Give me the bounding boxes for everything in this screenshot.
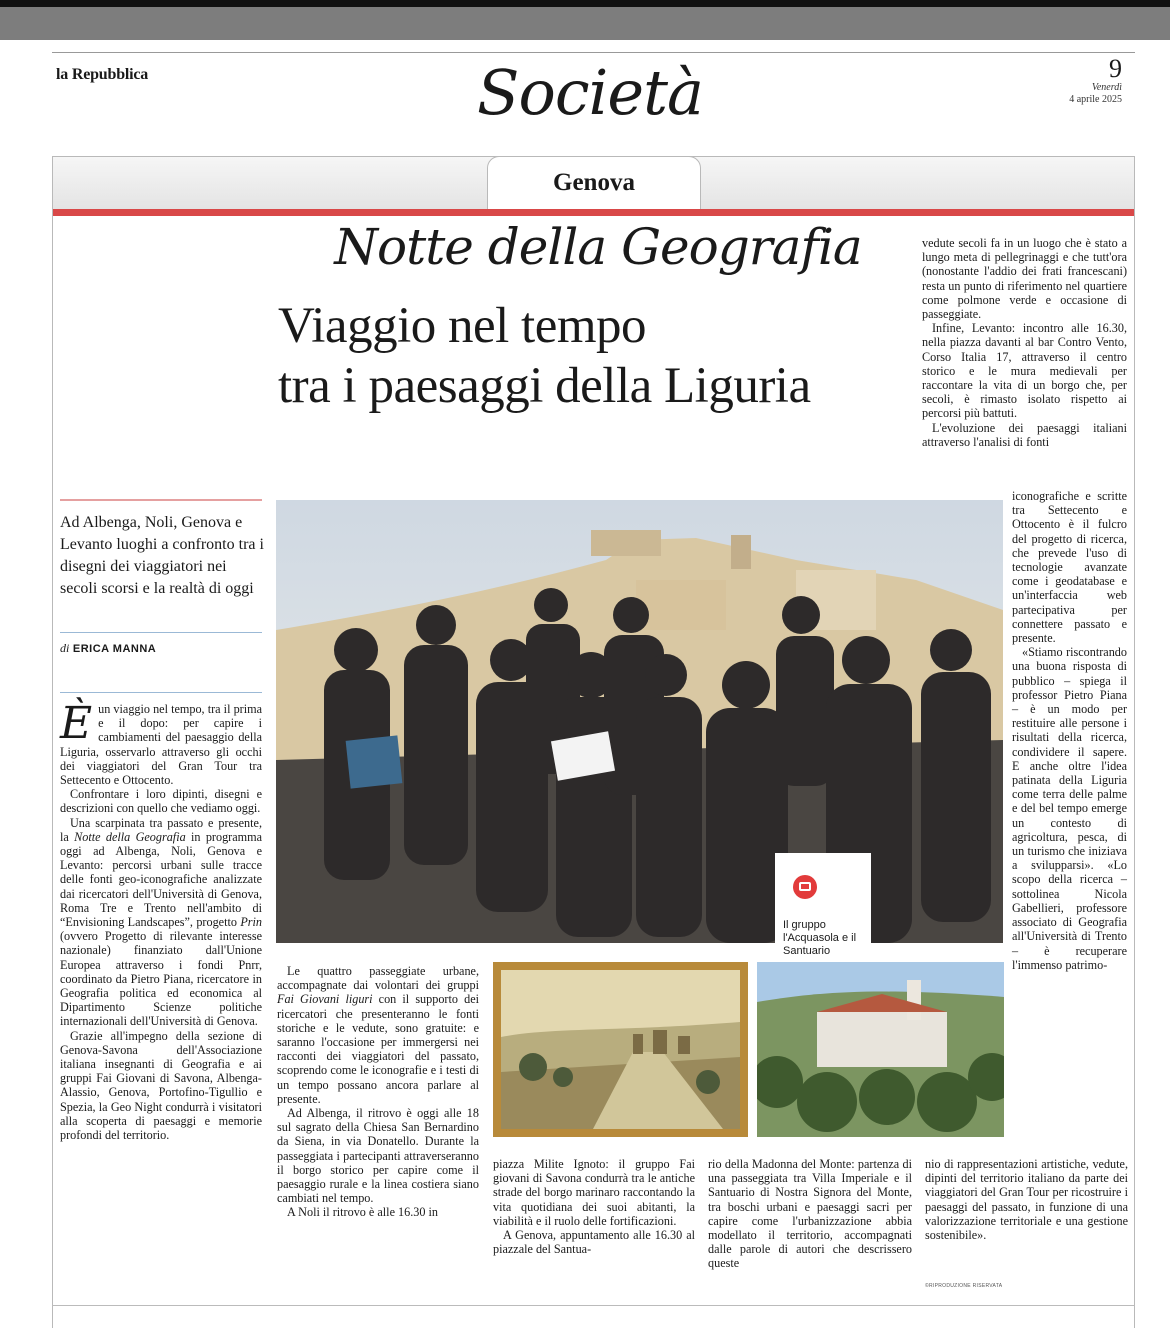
column-right-narrow: iconografiche e scritte tra Settecento e Ottocento è il fulcro del progetto di ricerca, che prevede l'uso di tecnologie avanzate come i geodatabase e un'interfaccia web partecipativa per connettere passato e presente. «Stiamo riscontrando una buona risposta di pubblico – spiega il professor Pietro Piana – è un modo per restituire alle persone i risultati della ricerca, condividere il sapere. E anche oltre l'idea patinata della Liguria come terra delle palme e del bel tempo emerge un contesto di agricoltura, pesca, di un turismo che iniziava a svilupparsi». «Lo scopo della ricerca – sottolinea Nicola Gabellieri, professore associato di Geografia all'Università di Trento – è recuperare l'immenso patrimo-	[1012, 489, 1127, 972]
photo-caption: Il gruppo l'Acquasola e il Santuario	[783, 919, 857, 957]
column-1: Èun viaggio nel tempo, tra il prima e il dopo: per capire i cambiamenti del paesaggio della Liguria, osservarlo attraverso gli occhi dei viaggiatori del Gran Tour tra Settecento e Ottocento. Confrontare i loro dipinti, disegni e descrizioni con quello che vediamo oggi. Una scarpinata tra passato e presente, la Notte della Geografia in programma oggi ad Albenga, Noli, Genova e Levanto: percorsi urbani sulle tracce delle fonti geo-iconografiche analizzate dai ricercatori dell'Università di Genova, Roma Tre e Trento nell'ambito di “Envisioning Landscapes”, progetto Prin (ovvero Progetto di rilevante interesse nazionale) finanziato dall'Unione Europea attraverso i fondi Pnrr, coordinato da Pietro Piana, ricercatore in Geografia politica ed economica al Dipartimento Scienze politiche internazionali dell'Università di Genova. Grazie all'impegno della sezione di Genova-Savona dell'Associazione italiana insegnanti di Geografia e ai gruppi Fai Giovani di Savona, Albenga-Alassio, Genova, Portofino-Tigullio e Spezia, la Geo Night condurrà i visitatori alla scoperta di paesaggi e memorie profondi del territorio.	[60, 698, 263, 1143]
footer-rule	[52, 1305, 1135, 1306]
summary-bottom-rule	[60, 632, 262, 633]
column-5: nio di rappresentazioni artistiche, vedute, dipinti del territorio italiano da parte dei viaggiatori del Gran Tour per ricostruire i paesaggi del passato, in funzione di una valorizzazione territoriale e una gestione sostenibile».	[925, 1157, 1128, 1243]
page-number: 9	[1109, 54, 1122, 83]
accent-red-line	[53, 209, 1134, 216]
camera-icon	[793, 875, 817, 899]
historic-painting	[493, 962, 748, 1137]
summary-top-rule	[60, 499, 262, 501]
column-right-top: vedute secoli fa in un luogo che è stato a lungo meta di pellegrinaggi e che tutt'ora (nonostante l'addio dei frati francescani) resta un punto di riferimento nel quartiere come polmone verde e occasione di passeggiate. Infine, Levanto: incontro alle 16.30, nella piazza davanti al bar Contro Vento, Corso Italia 17, attraverso il centro storico e le mura medievali per raccontare la vita di un borgo che, per secoli, è rimasto isolato rispetto ai percorsi più battuti. L'evoluzione dei paesaggi italiani attraverso l'analisi di fonti	[922, 236, 1127, 449]
article-kicker: Notte della Geografia	[334, 218, 862, 276]
byline: di ERICA MANNA	[60, 641, 157, 655]
section-title: Società	[477, 56, 703, 129]
article-summary: Ad Albenga, Noli, Genova e Levanto luoghi a confronto tra i disegni dei viaggiatori nei secoli scorsi e la realtà di oggi	[60, 514, 264, 597]
drop-cap: È	[60, 698, 93, 749]
header-rule	[52, 52, 1135, 53]
group-photo	[276, 500, 1003, 943]
top-bar	[0, 0, 1170, 40]
copyright-note: ©RIPRODUZIONE RISERVATA	[925, 1283, 1003, 1289]
column-3: piazza Milite Ignoto: il gruppo Fai giovani di Savona condurrà tra le antiche strade del borgo marinaro raccontando la vita quotidiana dei suoi abitanti, la viabilità e il ruolo delle fortificazioni. A Genova, appuntamento alle 16.30 al piazzale del Santua-	[493, 1157, 695, 1257]
column-2: Le quattro passeggiate urbane, accompagnate dai volontari dei gruppi Fai Giovani liguri con il supporto dei ricercatori che presenteranno le fonti storiche e le vedute, sono gratuite: e saranno l'occasione per immergersi nei racconti dei viaggiatori del passato, scoprendo come le iconografie e i testi di un tempo possano ancora parlare al presente. Ad Albenga, il ritrovo è oggi alle 18 sul sagrato della Chiesa San Bernardino da Siena, in via Donatello. Durante la passeggiata i partecipanti attraverseranno il borgo storico per capire come il paesaggio rurale e la linea costiera siano cambiati nel tempo. A Noli il ritrovo è alle 16.30 in	[277, 964, 479, 1220]
column-4: rio della Madonna del Monte: partenza di una passeggiata tra Villa Imperiale e il Santuario di Nostra Signora del Monte, tra boschi urbani e paesaggi sacri per capire come l'urbanizzazione abbia modellato il territorio, accompagnati dalle parole di autori che descrissero queste	[708, 1157, 912, 1271]
issue-date: Venerdì 4 aprile 2025	[1069, 82, 1122, 105]
body-top-rule	[60, 692, 262, 693]
photo-caption-box	[775, 853, 871, 964]
sanctuary-photo	[757, 962, 1004, 1137]
article-headline: Viaggio nel tempo tra i paesaggi della Liguria	[278, 298, 811, 414]
page-info	[1069, 56, 1122, 106]
tab-genova: Genova	[487, 156, 701, 212]
newspaper-name: la Repubblica	[56, 66, 149, 83]
